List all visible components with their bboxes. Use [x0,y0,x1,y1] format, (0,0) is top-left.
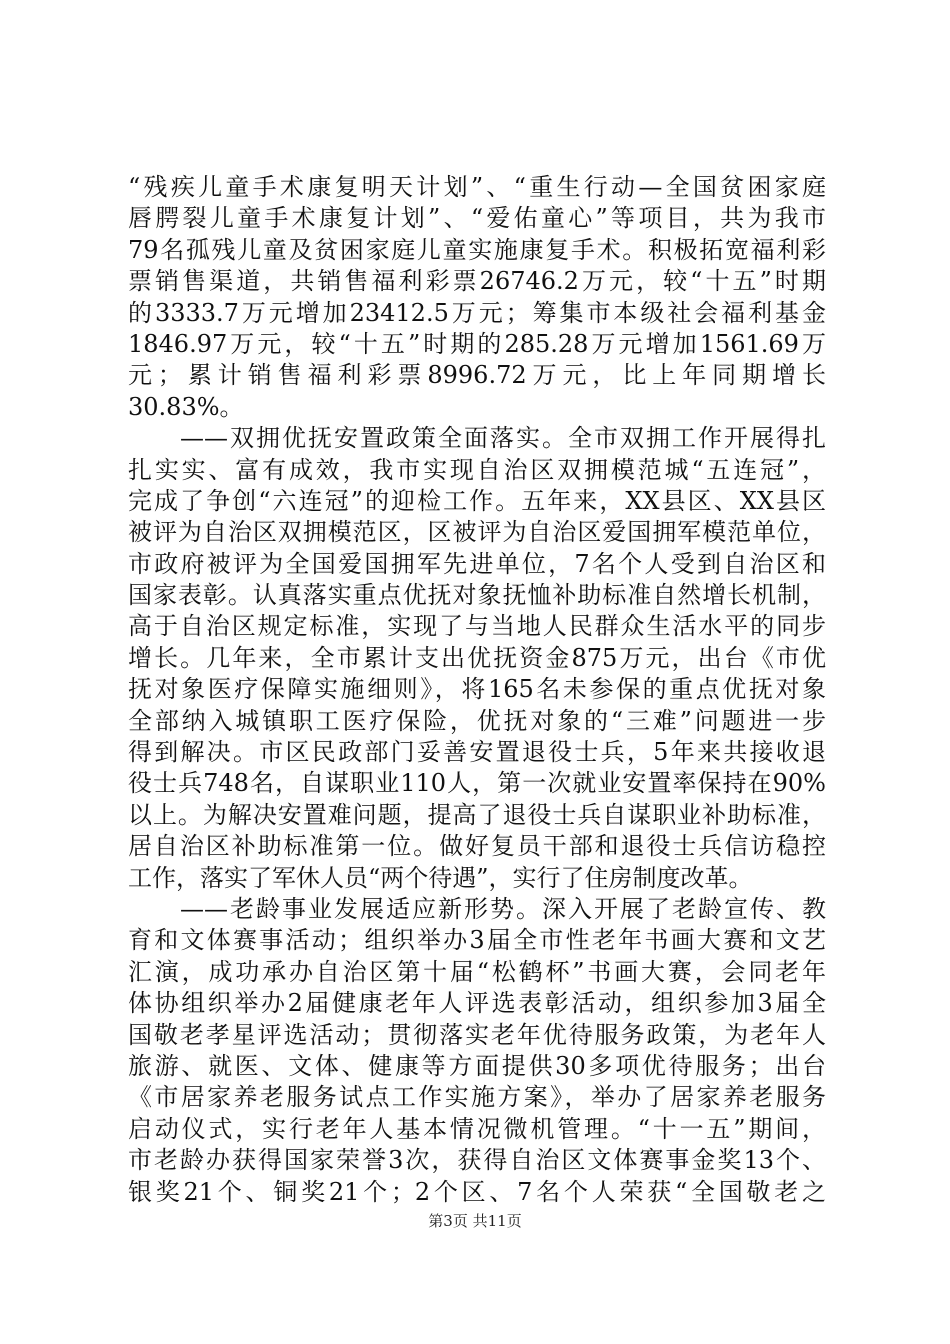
text-line: 市政府被评为全国爱国拥军先进单位，7名个人受到自治区和 [128,549,826,578]
text-line: 票销售渠道，共销售福利彩票26746.2万元，较“十五”时期 [128,267,826,296]
document-body [128,172,826,1208]
text-line: 役士兵748名，自谋职业110人，第一次就业安置率保持在90% [128,769,826,798]
text-line: 扎实实、富有成效，我市实现自治区双拥模范城“五连冠”， [128,455,826,484]
text-line: 国敬老孝星评选活动；贯彻落实老年优待服务政策，为老年人 [128,1020,826,1049]
text-line: 79名孤残儿童及贫困家庭儿童实施康复手术。积极拓宽福利彩 [128,235,826,264]
text-line: 完成了争创“六连冠”的迎检工作。五年来，XX县区、XX县区 [128,486,826,515]
text-line: 工作，落实了军休人员“两个待遇”，实行了住房制度改革。 [128,863,753,892]
text-line: 的3333.7万元增加23412.5万元；筹集市本级社会福利基金 [128,298,826,327]
text-line: 高于自治区规定标准，实现了与当地人民群众生活水平的同步 [128,612,826,641]
text-line: ——老龄事业发展适应新形势。深入开展了老龄宣传、教 [128,894,826,923]
text-line: 《市居家养老服务试点工作实施方案》，举办了居家养老服务 [128,1083,826,1112]
text-line: 唇腭裂儿童手术康复计划”、“爱佑童心”等项目，共为我市 [128,204,826,233]
text-line: “残疾儿童手术康复明天计划”、“重生行动—全国贫困家庭 [128,173,826,201]
text-line: 得到解决。市区民政部门妥善安置退役士兵，5年来共接收退 [128,738,826,767]
text-line: 育和文体赛事活动；组织举办3届全市性老年书画大赛和文艺 [128,926,826,955]
text-line: 全部纳入城镇职工医疗保险，优抚对象的“三难”问题进一步 [128,706,826,735]
text-line: 被评为自治区双拥模范区，区被评为自治区爱国拥军模范单位， [128,518,826,547]
text-line: 30.83%。 [128,392,244,421]
text-line: 居自治区补助标准第一位。做好复员干部和退役士兵信访稳控 [128,832,826,861]
text-line: 体协组织举办2届健康老年人评选表彰活动，组织参加3届全 [128,989,826,1018]
text-line: 抚对象医疗保障实施细则》，将165名未参保的重点优抚对象 [128,675,826,704]
text-line: 启动仪式，实行老年人基本情况微机管理。“十一五”期间， [128,1114,826,1143]
text-line: 以上。为解决安置难问题，提高了退役士兵自谋职业补助标准， [128,800,826,829]
text-line: 1846.97万元，较“十五”时期的285.28万元增加1561.69万 [128,329,826,358]
text-line: 增长。几年来，全市累计支出优抚资金875万元，出台《市优 [128,643,826,672]
text-line: ——双拥优抚安置政策全面落实。全市双拥工作开展得扎 [128,424,826,453]
text-line: 汇演，成功承办自治区第十届“松鹤杯”书画大赛，会同老年 [128,957,826,986]
text-line: 国家表彰。认真落实重点优抚对象抚恤补助标准自然增长机制， [128,581,826,610]
text-line: 旅游、就医、文体、健康等方面提供30多项优待服务；出台 [128,1051,826,1080]
text-line: 银奖21个、铜奖21个；2个区、7名个人荣获“全国敬老之 [128,1177,826,1206]
text-line: 市老龄办获得国家荣誉3次，获得自治区文体赛事金奖13个、 [128,1146,826,1175]
text-line: 元；累计销售福利彩票8996.72万元，比上年同期增长 [128,361,826,390]
page-footer: 第3页 共11页 [428,1212,522,1230]
